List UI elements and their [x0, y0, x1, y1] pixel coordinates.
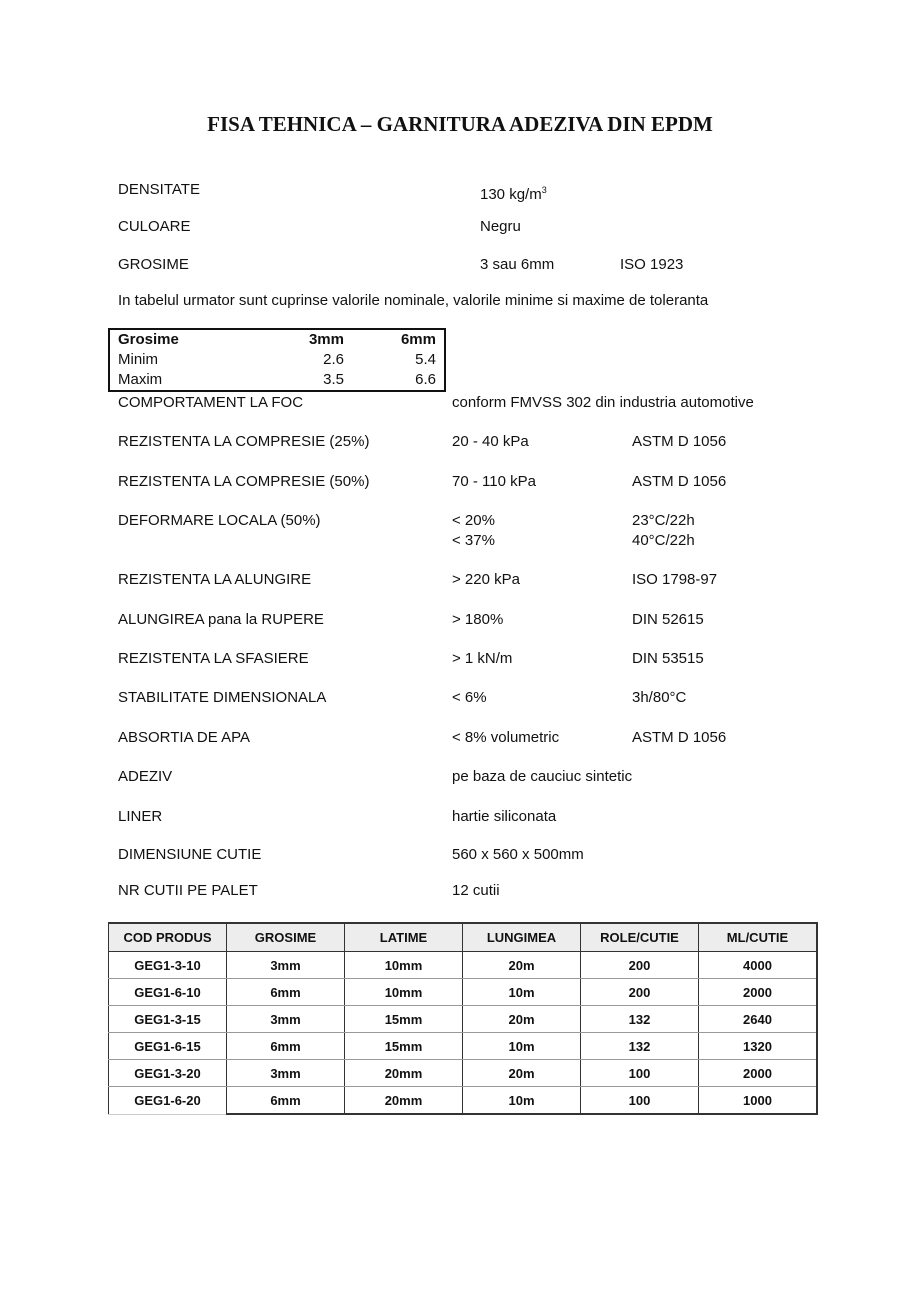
table-cell: 200: [581, 979, 699, 1006]
table-row: [109, 952, 818, 979]
property-label: CULOARE: [118, 218, 191, 235]
intro-text: In tabelul urmator sunt cuprinse valorile nominale, valorile minime si maxime de toleranta: [118, 292, 709, 309]
tolerance-row-max: [110, 370, 444, 390]
table-cell: GEG1-6-10: [109, 979, 227, 1006]
table-cell: 10mm: [345, 952, 463, 979]
products-header-row: [109, 923, 818, 952]
table-cell: GEG1-3-10: [109, 952, 227, 979]
cell: Maxim: [118, 371, 163, 388]
property-label: LINER: [118, 808, 163, 825]
property-label: REZISTENTA LA SFASIERE: [118, 650, 309, 667]
table-cell: 6mm: [227, 1033, 345, 1060]
table-cell: 10m: [463, 1087, 581, 1115]
table-cell: 4000: [699, 952, 818, 979]
table-row: [109, 1060, 818, 1087]
property-label: COMPORTAMENT LA FOC: [118, 394, 304, 411]
table-cell: 200: [581, 952, 699, 979]
property-standard: DIN 52615: [632, 611, 704, 628]
table-cell: 20mm: [345, 1087, 463, 1115]
table-cell: GEG1-6-20: [109, 1087, 227, 1115]
property-label: DIMENSIUNE CUTIE: [118, 846, 262, 863]
property-value: < 8% volumetric: [452, 729, 560, 746]
value-text: Negru: [480, 218, 521, 235]
property-value: 20 - 40 kPa: [452, 433, 529, 450]
table-cell: GEG1-6-15: [109, 1033, 227, 1060]
products-table: [108, 922, 818, 1115]
table-cell: 100: [581, 1087, 699, 1115]
property-label: GROSIME: [118, 256, 189, 273]
column-header: ROLE/CUTIE: [581, 923, 699, 952]
table-row: [109, 1087, 818, 1115]
property-standard: ASTM D 1056: [632, 473, 727, 490]
table-cell: 20m: [463, 952, 581, 979]
property-standard: ASTM D 1056: [632, 433, 727, 450]
table-cell: 132: [581, 1033, 699, 1060]
table-cell: 2000: [699, 979, 818, 1006]
property-value: [480, 218, 521, 236]
property-label: ABSORTIA DE APA: [118, 729, 250, 746]
tolerance-row-min: [110, 350, 444, 370]
table-cell: 3mm: [227, 1006, 345, 1033]
table-cell: 3mm: [227, 952, 345, 979]
table-cell: 20mm: [345, 1060, 463, 1087]
table-cell: 20m: [463, 1006, 581, 1033]
table-cell: GEG1-3-15: [109, 1006, 227, 1033]
table-cell: 2640: [699, 1006, 818, 1033]
document-title: FISA TEHNICA – GARNITURA ADEZIVA DIN EPDM: [207, 112, 713, 136]
property-standard: ASTM D 1056: [632, 729, 727, 746]
table-cell: 100: [581, 1060, 699, 1087]
property-value: < 6%: [452, 689, 487, 706]
property-label: REZISTENTA LA COMPRESIE (25%): [118, 433, 370, 450]
table-cell: 15mm: [345, 1006, 463, 1033]
cell: Minim: [118, 351, 158, 368]
property-value: 560 x 560 x 500mm: [452, 846, 584, 863]
cell: 6.6: [415, 371, 436, 388]
property-label: DEFORMARE LOCALA (50%): [118, 512, 321, 529]
property-value: [480, 256, 554, 274]
cell: 5.4: [415, 351, 436, 368]
property-label: STABILITATE DIMENSIONALA: [118, 689, 327, 706]
table-cell: 15mm: [345, 1033, 463, 1060]
table-cell: 3mm: [227, 1060, 345, 1087]
table-row: [109, 1033, 818, 1060]
table-row: [109, 979, 818, 1006]
property-value: < 20%: [452, 512, 495, 529]
column-header: LATIME: [345, 923, 463, 952]
column-header: COD PRODUS: [109, 923, 227, 952]
property-value: 12 cutii: [452, 882, 500, 899]
property-standard: 40°C/22h: [632, 532, 695, 549]
property-label: NR CUTII PE PALET: [118, 882, 258, 899]
table-cell: 10m: [463, 979, 581, 1006]
value-text: 130 kg/m: [480, 186, 542, 203]
property-value: pe baza de cauciuc sintetic: [452, 768, 633, 785]
property-label: ADEZIV: [118, 768, 173, 785]
value-text: 3 sau 6mm: [480, 256, 555, 273]
property-value: < 37%: [452, 532, 495, 549]
property-label: REZISTENTA LA ALUNGIRE: [118, 571, 312, 588]
property-standard: 23°C/22h: [632, 512, 695, 529]
table-cell: 1320: [699, 1033, 818, 1060]
table-row: [109, 1006, 818, 1033]
cell: 3.5: [323, 371, 344, 388]
table-cell: 10mm: [345, 979, 463, 1006]
column-header: GROSIME: [227, 923, 345, 952]
property-value: [480, 181, 547, 204]
header-cell: Grosime: [118, 331, 179, 348]
property-value: > 180%: [452, 611, 504, 628]
column-header: ML/CUTIE: [699, 923, 818, 952]
tolerance-table: [108, 328, 446, 392]
property-standard: ISO 1923: [620, 256, 684, 273]
table-cell: 6mm: [227, 979, 345, 1006]
property-label: DENSITATE: [118, 181, 200, 198]
table-cell: 6mm: [227, 1087, 345, 1115]
column-header: LUNGIMEA: [463, 923, 581, 952]
property-value: > 220 kPa: [452, 571, 520, 588]
cell: 2.6: [323, 351, 344, 368]
table-cell: GEG1-3-20: [109, 1060, 227, 1087]
tolerance-header-row: [110, 330, 444, 350]
property-label: REZISTENTA LA COMPRESIE (50%): [118, 473, 370, 490]
superscript: 3: [541, 185, 547, 195]
property-standard: 3h/80°C: [632, 689, 687, 706]
table-cell: 20m: [463, 1060, 581, 1087]
header-cell: 6mm: [400, 331, 436, 348]
property-value: conform FMVSS 302 din industria automotive: [452, 394, 754, 411]
table-cell: 1000: [699, 1087, 818, 1115]
property-label: ALUNGIREA pana la RUPERE: [118, 611, 324, 628]
header-cell: 3mm: [308, 331, 344, 348]
property-value: > 1 kN/m: [452, 650, 513, 667]
table-cell: 2000: [699, 1060, 818, 1087]
property-standard: ISO 1798-97: [632, 571, 718, 588]
property-value: 70 - 110 kPa: [452, 473, 536, 490]
table-cell: 10m: [463, 1033, 581, 1060]
property-value: hartie siliconata: [452, 808, 557, 825]
property-standard: DIN 53515: [632, 650, 704, 667]
table-cell: 132: [581, 1006, 699, 1033]
